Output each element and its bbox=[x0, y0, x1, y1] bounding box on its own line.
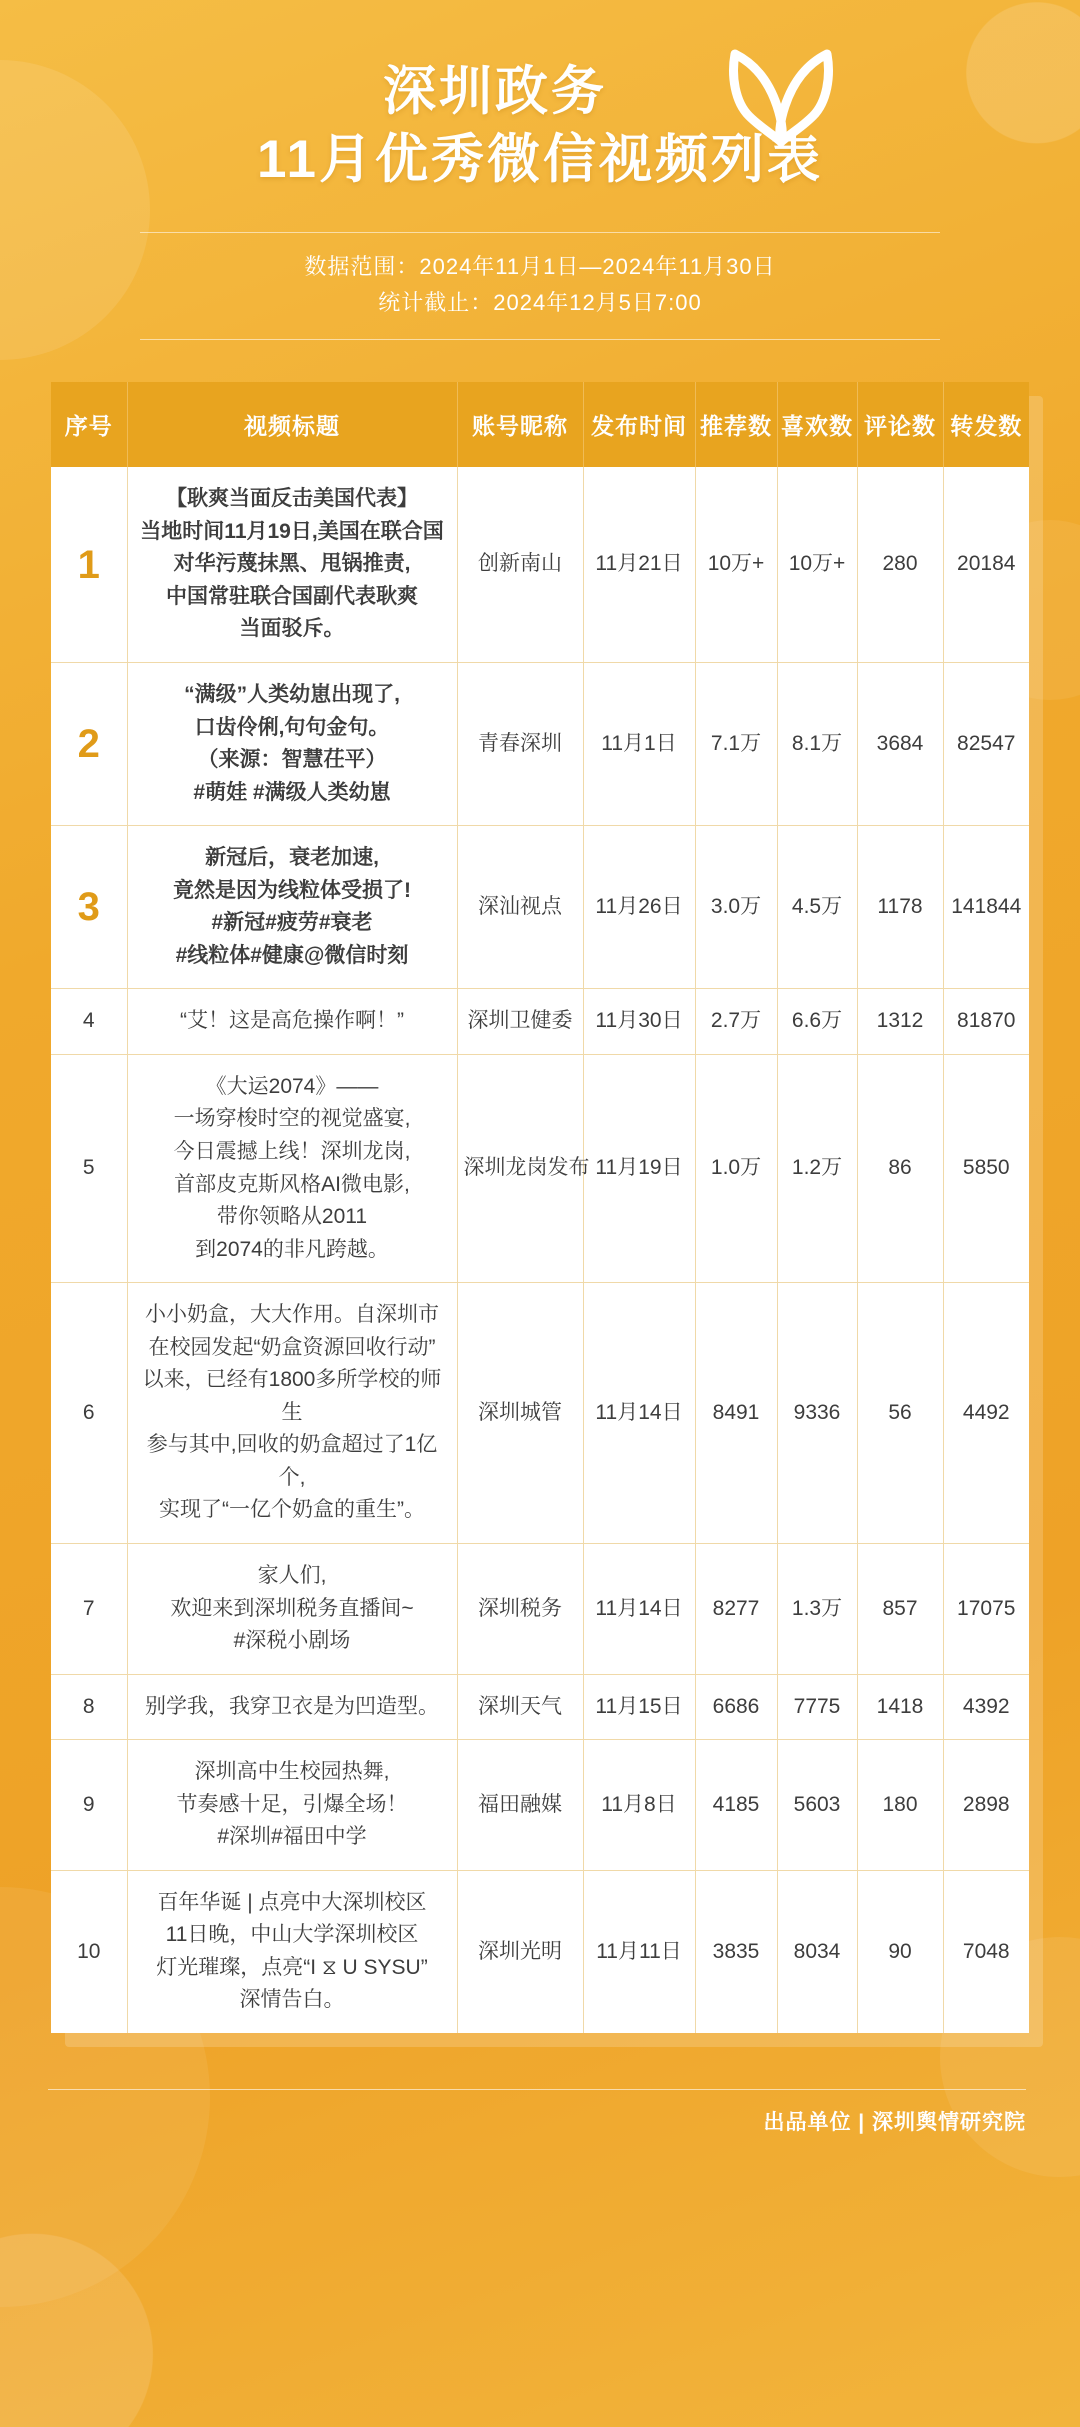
table-row bbox=[51, 1283, 1029, 1544]
cell-recommend: 6686 bbox=[695, 1674, 777, 1740]
cell-title: 《大运2074》—— 一场穿梭时空的视觉盛宴, 今日震撼上线！深圳龙岗, 首部皮克斯风格AI微电影, 带你领略从2011 到2074的非凡跨越。 bbox=[127, 1054, 457, 1282]
table-row bbox=[51, 989, 1029, 1055]
cell-recommend: 7.1万 bbox=[695, 662, 777, 825]
video-list-table bbox=[51, 382, 1029, 2033]
cell-title: 家人们, 欢迎来到深圳税务直播间~ #深税小剧场 bbox=[127, 1544, 457, 1675]
cell-title: 深圳高中生校园热舞, 节奏感十足，引爆全场！ #深圳#福田中学 bbox=[127, 1740, 457, 1871]
table-row bbox=[51, 1674, 1029, 1740]
cell-date: 11月21日 bbox=[583, 467, 695, 662]
cell-like: 8.1万 bbox=[777, 662, 857, 825]
cell-recommend: 8491 bbox=[695, 1283, 777, 1544]
column-header-recommend: 推荐数 bbox=[695, 382, 777, 467]
cell-account: 深圳城管 bbox=[457, 1283, 583, 1544]
cell-rank: 1 bbox=[51, 467, 127, 662]
column-header-like: 喜欢数 bbox=[777, 382, 857, 467]
cell-account: 创新南山 bbox=[457, 467, 583, 662]
cell-share: 2898 bbox=[943, 1740, 1029, 1871]
cell-rank: 6 bbox=[51, 1283, 127, 1544]
cell-recommend: 3.0万 bbox=[695, 826, 777, 989]
cell-rank: 2 bbox=[51, 662, 127, 825]
cell-comment: 1178 bbox=[857, 826, 943, 989]
page-title-line-2: 11月优秀微信视频列表 bbox=[256, 129, 824, 189]
cell-rank: 5 bbox=[51, 1054, 127, 1282]
table-row bbox=[51, 1740, 1029, 1871]
cell-share: 5850 bbox=[943, 1054, 1029, 1282]
cell-share: 4492 bbox=[943, 1283, 1029, 1544]
table-row bbox=[51, 1054, 1029, 1282]
cell-like: 4.5万 bbox=[777, 826, 857, 989]
cell-share: 141844 bbox=[943, 826, 1029, 989]
table-row bbox=[51, 1870, 1029, 2033]
cell-title: 小小奶盒，大大作用。自深圳市 在校园发起“奶盒资源回收行动” 以来，已经有1800多所学校的师生 参与其中,回收的奶盒超过了1亿个, 实现了“一亿个奶盒的重生”。 bbox=[127, 1283, 457, 1544]
cell-rank: 7 bbox=[51, 1544, 127, 1675]
cell-account: 深圳税务 bbox=[457, 1544, 583, 1675]
cell-date: 11月14日 bbox=[583, 1544, 695, 1675]
column-header-rank: 序号 bbox=[51, 382, 127, 467]
column-header-date: 发布时间 bbox=[583, 382, 695, 467]
cell-account: 深圳卫健委 bbox=[457, 989, 583, 1055]
cell-rank: 4 bbox=[51, 989, 127, 1055]
cell-date: 11月15日 bbox=[583, 1674, 695, 1740]
cell-comment: 180 bbox=[857, 1740, 943, 1871]
table-row bbox=[51, 467, 1029, 662]
table-body bbox=[51, 467, 1029, 2033]
cell-date: 11月19日 bbox=[583, 1054, 695, 1282]
table-row bbox=[51, 1544, 1029, 1675]
cell-comment: 3684 bbox=[857, 662, 943, 825]
cell-share: 4392 bbox=[943, 1674, 1029, 1740]
cell-share: 81870 bbox=[943, 989, 1029, 1055]
cell-rank: 8 bbox=[51, 1674, 127, 1740]
cell-date: 11月26日 bbox=[583, 826, 695, 989]
cell-date: 11月8日 bbox=[583, 1740, 695, 1871]
cell-like: 8034 bbox=[777, 1870, 857, 2033]
table-row bbox=[51, 662, 1029, 825]
cell-recommend: 2.7万 bbox=[695, 989, 777, 1055]
table-header-row bbox=[51, 382, 1029, 467]
cell-recommend: 4185 bbox=[695, 1740, 777, 1871]
cell-like: 6.6万 bbox=[777, 989, 857, 1055]
cell-account: 深圳天气 bbox=[457, 1674, 583, 1740]
cell-share: 82547 bbox=[943, 662, 1029, 825]
cell-account: 深圳光明 bbox=[457, 1870, 583, 2033]
cell-comment: 86 bbox=[857, 1054, 943, 1282]
cell-comment: 90 bbox=[857, 1870, 943, 2033]
data-range-box bbox=[140, 232, 940, 341]
cell-comment: 1418 bbox=[857, 1674, 943, 1740]
cell-account: 深圳龙岗发布 bbox=[457, 1054, 583, 1282]
cell-like: 9336 bbox=[777, 1283, 857, 1544]
cell-account: 深汕视点 bbox=[457, 826, 583, 989]
cell-share: 20184 bbox=[943, 467, 1029, 662]
cell-account: 福田融媒 bbox=[457, 1740, 583, 1871]
column-header-title: 视频标题 bbox=[127, 382, 457, 467]
poster-footer bbox=[48, 2089, 1032, 2136]
cell-date: 11月1日 bbox=[583, 662, 695, 825]
cell-like: 1.2万 bbox=[777, 1054, 857, 1282]
footer-divider bbox=[48, 2089, 1026, 2136]
cell-rank: 3 bbox=[51, 826, 127, 989]
column-header-share: 转发数 bbox=[943, 382, 1029, 467]
title-block bbox=[257, 58, 823, 194]
cell-title: “艾！这是高危操作啊！” bbox=[127, 989, 457, 1055]
cell-recommend: 1.0万 bbox=[695, 1054, 777, 1282]
video-list-table-shell bbox=[51, 382, 1029, 2033]
cell-comment: 280 bbox=[857, 467, 943, 662]
cell-like: 7775 bbox=[777, 1674, 857, 1740]
cell-account: 青春深圳 bbox=[457, 662, 583, 825]
cell-title: 新冠后，衰老加速, 竟然是因为线粒体受损了! #新冠#疲劳#衰老 #线粒体#健康@微信时刻 bbox=[127, 826, 457, 989]
cell-title: 别学我，我穿卫衣是为凹造型。 bbox=[127, 1674, 457, 1740]
cell-recommend: 8277 bbox=[695, 1544, 777, 1675]
poster-header bbox=[0, 0, 1080, 340]
cell-comment: 1312 bbox=[857, 989, 943, 1055]
cell-rank: 9 bbox=[51, 1740, 127, 1871]
cell-recommend: 3835 bbox=[695, 1870, 777, 2033]
cell-like: 5603 bbox=[777, 1740, 857, 1871]
column-header-comment: 评论数 bbox=[857, 382, 943, 467]
butterfly-logo-icon bbox=[725, 44, 837, 148]
column-header-account: 账号昵称 bbox=[457, 382, 583, 467]
cell-rank: 10 bbox=[51, 1870, 127, 2033]
data-range-text: 数据范围：2024年11月1日—2024年11月30日 bbox=[304, 253, 776, 279]
cell-comment: 56 bbox=[857, 1283, 943, 1544]
cell-date: 11月30日 bbox=[583, 989, 695, 1055]
table-row bbox=[51, 826, 1029, 989]
cell-title: 【耿爽当面反击美国代表】 当地时间11月19日,美国在联合国 对华污蔑抹黑、甩锅推责, 中国常驻联合国副代表耿爽 当面驳斥。 bbox=[127, 467, 457, 662]
cell-title: 百年华诞 | 点亮中大深圳校区 11日晚，中山大学深圳校区 灯光璀璨，点亮“I ⧖ U SYSU” 深情告白。 bbox=[127, 1870, 457, 2033]
footer-text: 出品单位 | 深圳舆情研究院 bbox=[763, 2111, 1026, 2135]
cell-date: 11月14日 bbox=[583, 1283, 695, 1544]
data-cutoff-text: 统计截止：2024年12月5日7:00 bbox=[378, 289, 702, 315]
cell-like: 1.3万 bbox=[777, 1544, 857, 1675]
cell-like: 10万+ bbox=[777, 467, 857, 662]
cell-recommend: 10万+ bbox=[695, 467, 777, 662]
cell-comment: 857 bbox=[857, 1544, 943, 1675]
cell-title: “满级”人类幼崽出现了, 口齿伶俐,句句金句。 （来源：智慧茌平） #萌娃 #满级人类幼崽 bbox=[127, 662, 457, 825]
cell-share: 17075 bbox=[943, 1544, 1029, 1675]
page-title-line-1: 深圳政务 bbox=[383, 62, 607, 121]
cell-share: 7048 bbox=[962, 1939, 1010, 1963]
cell-date: 11月11日 bbox=[583, 1870, 695, 2033]
